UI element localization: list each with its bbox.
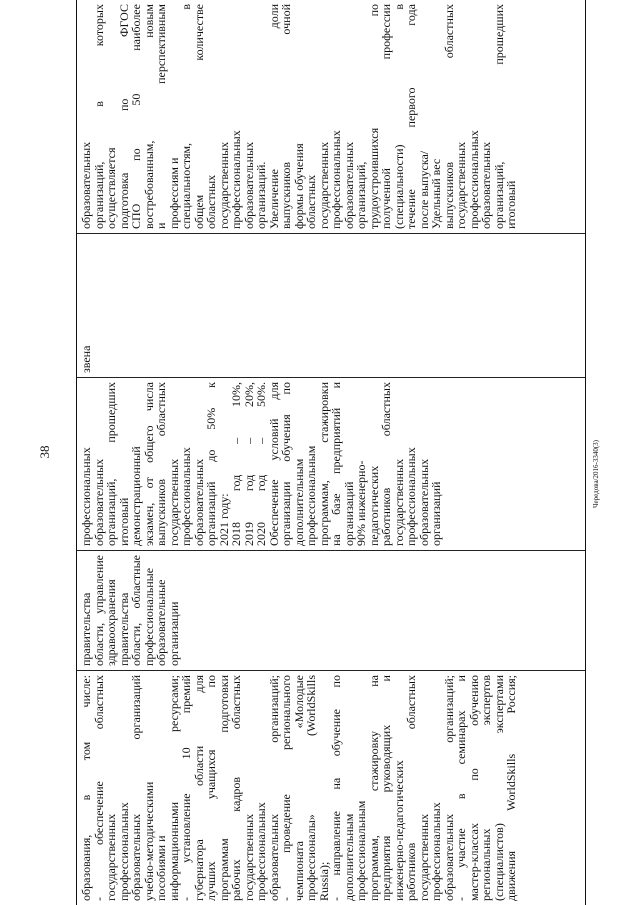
text-line: области, управление — [91, 555, 106, 666]
text-line: течение первого года — [404, 4, 418, 229]
text-line: здравоохранения — [104, 579, 118, 666]
text-line: области, областные — [129, 555, 143, 666]
text-line: программам, стажировки — [316, 382, 331, 546]
text-line: профессиональных — [404, 447, 418, 546]
text-line: чемпионата «Молодые — [291, 675, 306, 901]
text-line: образовательных — [241, 141, 256, 229]
text-line: государственных — [416, 813, 431, 901]
text-line: движения WorldSkills Россия; — [504, 675, 518, 901]
text-line: образовательных организаций; — [441, 675, 456, 901]
text-line: профессиональных — [179, 447, 193, 546]
text-line: рабочих кадров областных — [229, 675, 243, 901]
text-line: - установление 10 премий — [179, 675, 193, 901]
measure-column — [77, 671, 585, 905]
text-line: организации — [166, 601, 181, 666]
text-line: образования, в том числе: — [79, 675, 93, 901]
text-line: востребованным, новым — [141, 4, 156, 229]
text-line: (специальности) в — [391, 4, 406, 229]
text-line: государственных — [166, 458, 181, 546]
text-line: профессиональных — [79, 447, 93, 546]
text-line: образовательные — [154, 579, 168, 666]
text-line: мастер-классах по обучению — [466, 675, 481, 901]
text-line: образовательных — [479, 141, 493, 229]
text-line: 2019 год – 20%, — [241, 382, 256, 546]
text-line: после выпуска/ — [416, 150, 431, 229]
text-line: звена — [79, 345, 93, 373]
text-line: правительства — [116, 592, 131, 666]
text-line: 2020 год – 50%. — [254, 382, 268, 546]
text-line: организаций, прошедших — [491, 4, 506, 229]
text-line: губернатора области для — [191, 675, 206, 901]
text-line: педагогических — [366, 465, 381, 546]
text-line: дополнительным — [291, 458, 306, 546]
text-line: выпускников очной — [279, 4, 293, 229]
text-line: полученной профессии — [379, 4, 393, 229]
text-line: работников областных — [404, 675, 418, 901]
text-line: организаций до 50% к — [204, 382, 218, 546]
text-line: организаций — [341, 481, 356, 546]
text-line: профессиям и — [166, 157, 181, 229]
text-line: образовательных — [191, 458, 206, 546]
text-line: на базе предприятий и — [329, 382, 343, 546]
text-line: областных — [304, 174, 318, 229]
text-line: - проведение регионального — [279, 675, 293, 901]
text-line: государственных — [454, 141, 468, 229]
text-line: профессиональных — [329, 130, 343, 229]
text-line: СПО по 50 наиболее — [129, 4, 143, 229]
executor-column — [77, 551, 585, 671]
text-line: информационными ресурсами; — [166, 675, 181, 901]
text-line: профессиональных — [466, 130, 481, 229]
text-line: организаций, прошедших — [104, 382, 118, 546]
text-line: специальностям, в — [179, 4, 193, 229]
text-line: выпускников областных — [154, 382, 168, 546]
text-line: образовательных — [91, 458, 106, 546]
text-line: организаций. — [254, 161, 268, 229]
text-line: предприятия руководящих и — [379, 675, 393, 901]
text-line: образовательных организаций; — [266, 675, 281, 901]
text-line: - участие в семинарах и — [454, 675, 468, 901]
text-line: профессиональных — [116, 802, 131, 901]
text-line: организаций, в которых — [91, 4, 106, 229]
program-table — [76, 0, 586, 905]
text-line: профессиональным — [354, 800, 368, 901]
text-line: (специалистов) экспертами — [491, 675, 506, 901]
text-line: профессиональных — [429, 802, 443, 901]
text-line: государственных — [391, 458, 406, 546]
text-line: государственных — [316, 141, 331, 229]
text-line: трудоустроившихся по — [366, 4, 381, 229]
text-line: государственных — [216, 141, 231, 229]
rotated-table-area — [76, 0, 586, 905]
text-line: профессиональным — [304, 445, 318, 546]
text-line: и перспективным — [154, 4, 168, 229]
text-line: экзамен, от общего числа — [141, 382, 156, 546]
text-line: профессиональных — [229, 130, 243, 229]
text-line: профессиональные — [141, 567, 156, 666]
text-line: общем количестве — [191, 4, 206, 229]
text-line: организаций, — [354, 161, 368, 229]
indicator-column — [77, 378, 585, 551]
text-line: областных — [204, 174, 218, 229]
text-line: Russia); — [316, 861, 331, 901]
text-line: образовательных — [416, 458, 431, 546]
text-line: 2021 году: — [216, 493, 231, 546]
text-line: региональных экспертов — [479, 675, 493, 901]
text-line: осуществляется — [104, 147, 118, 229]
text-line: - обеспечение областных — [91, 675, 106, 901]
text-line: выпускников областных — [441, 4, 456, 229]
text-line: правительства — [79, 592, 93, 666]
text-line: Обеспечение условий для — [266, 382, 281, 546]
text-line: 90% инженерно- — [354, 460, 368, 546]
text-line: образовательных организаций — [129, 675, 143, 901]
text-line: образовательных — [79, 141, 93, 229]
text-line: организации обучения по — [279, 382, 293, 546]
text-line: инженерно-педагогических — [391, 760, 406, 901]
text-line: работников областных — [379, 382, 393, 546]
text-line: программам подготовки — [216, 675, 231, 901]
text-line: демонстрационный — [129, 446, 143, 546]
text-line: 2018 год – 10%, — [229, 382, 243, 546]
text-line: дополнительным — [341, 813, 356, 901]
text-line: лучших учащихся по — [204, 675, 218, 901]
level-column — [77, 234, 585, 378]
text-line: государственных — [104, 813, 118, 901]
text-line: профессиональных — [254, 802, 268, 901]
text-line: Удельный вес — [429, 158, 443, 229]
text-line: Увеличение доли — [266, 4, 281, 229]
text-line: организаций — [429, 481, 443, 546]
text-line: формы обучения — [291, 143, 306, 229]
text-line: подготовка по ФГОС — [116, 4, 131, 229]
text-line: - направление на обучение по — [329, 675, 343, 901]
text-line: итоговый — [504, 180, 518, 229]
text-line: пособиями и — [154, 835, 168, 901]
text-line: государственных — [241, 813, 256, 901]
text-line: профессионалы» (WorldSkills — [304, 675, 318, 901]
text-line: итоговый — [116, 497, 131, 546]
text-line: программам, стажировку на — [366, 675, 381, 901]
document-reference: Чередова/2016-3340(3) — [592, 440, 600, 508]
text-line: учебно-методическими — [141, 781, 156, 901]
page-number: 38 — [37, 445, 52, 459]
result-column — [77, 0, 585, 234]
text-line: образовательных — [341, 141, 356, 229]
